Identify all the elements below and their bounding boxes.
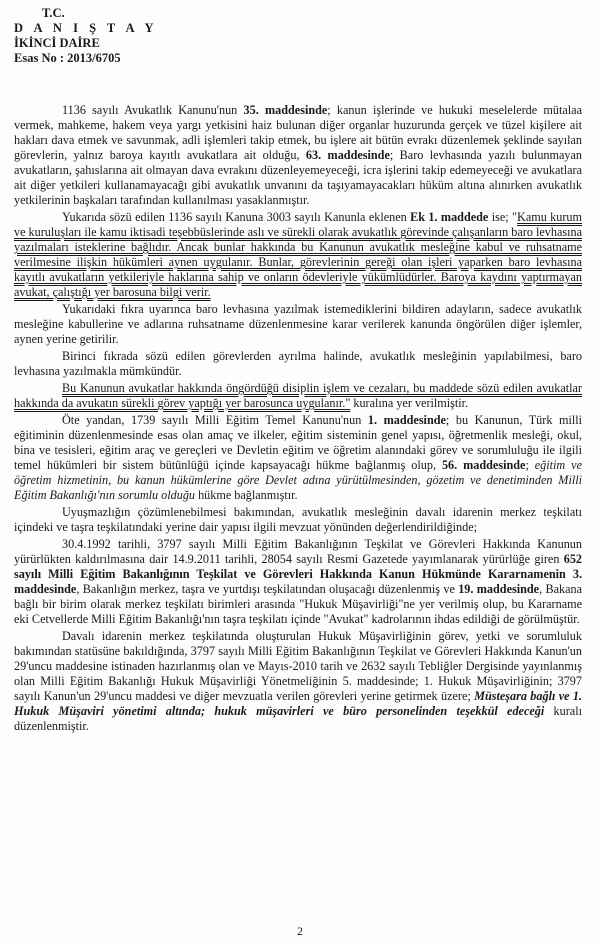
paragraph-5 xyxy=(14,381,582,411)
p1-article-35: 35. maddesinde xyxy=(243,103,328,117)
paragraph-7: Uyuşmazlığın çözümlenebilmesi bakımından, avukatlık mesleğinin davalı idarenin merkez teşkilatı içindeki ve taşra teşkilatındaki yerine dair yapısı ilgili mevzuat yönünden değerlendirildiğinde; xyxy=(14,505,582,534)
p6-text-g: hükme bağlanmıştır. xyxy=(195,488,298,502)
p1-text-c: ; kanun işlerinde ve hukuki meselelerde mütalaa vermek, mahkeme, hakem veya yargı yetkisini haiz bulunan diğer organlar huzurunda gerçek ve tüzel kişilere ait hakları dava etmek ve savunmak, adli işlemleri takip etmek, bu işlere ait bütün evrakı düzenlemek şeklinde sayılan görevlerin, yalnız baroya kayıtlı avukatlara ait olduğu, xyxy=(14,103,582,162)
p9-bold-italic-text: Müsteşara bağlı ve 1. Hukuk Müşaviri yönetimi altında; hukuk müşavirleri ve büro personelinden teşekkül edeceği xyxy=(14,689,583,718)
republic-label: T.C. xyxy=(42,6,65,20)
p8-text-e: , Bakana bağlı bir birim olarak merkez teşkilatı birimleri arasında "Hukuk Müşavirliği"ne yer verilmiş olup, bu Kararname eki Cetvellerde Milli Eğitim Bakanlığı'nın taşra teşkilatı içinde "Avukat" kadrolarının ihdas edildiği de görülmüştür. xyxy=(14,582,582,626)
p6-italic-text: eğitim ve öğretim hizmetinin, bu kanun hükümlerine göre Devlet adına yürütülmesinden, gözetim ve denetiminden Milli Eğitim Bakanlığı'nın sorumlu olduğu xyxy=(14,458,582,502)
p9-text-a: Davalı idarenin merkez teşkilatında oluşturulan Hukuk Müşavirliğinin görev, yetki ve sorumluluk bakımından statüsüne bakıldığında, 3797 sayılı Milli Eğitim Bakanlığının Teşkilat ve Görevleri Hakkında Kanun'un 29'uncu maddesine istinaden hazırlanmış olan ve Mayıs-2010 tarih ve 2632 sayılı Tebliğler Dergisinde yayınlanmış olan Milli Eğitim Bakanlığı Hukuk Müşavirliği Yönetmeliğinin 5. maddesinde; 1. Hukuk Müşavirliğinin; 3797 sayılı Kanun'un 29'uncu maddesi ve diğer mevzuatla verilen görevleri yerine getirmek üzere; xyxy=(14,629,582,703)
paragraph-1 xyxy=(14,103,582,208)
p1-text-e: ; Baro levhasında yazılı bulunmayan avukatların, şahıslarına ait olmayan dava evrakını düzenleyemeyeceği, icra işlerini takip edemeyeceği ve avukatlara ait diğer yetkileri kullanamayacağı gibi avukatlık unvanını da taşıyamayacakları hüküm altına alınırken avukatlık yetkilerinin başkaları tarafından kullanılması yasaklanmıştır. xyxy=(14,148,583,207)
p6-text-c: ; bu Kanunun, Türk milli eğitiminin düzenlenmesinde esas olan amaç ve ilkeler, eğitim sisteminin genel yapısı, öğretmenlik mesleği, okul, bina ve tesisleri, eğitim araç ve gereçleri ve Devletin eğitim ve öğretim alanındaki görev ve sorumluluğu ile ilgili temel hükümleri bir sistem bütünlüğü içinde kapsayacağı hükme bağlanmış olup, xyxy=(14,413,583,472)
court-name: D A N I Ş T A Y xyxy=(14,21,158,35)
paragraph-4: Birinci fıkrada sözü edilen görevlerden ayrılma halinde, avukatlık mesleğinin yapılabilmesi, baro levhasına yazılmakla mümkündür. xyxy=(14,349,582,378)
p6-article-1: 1. maddesinde xyxy=(367,413,446,427)
p8-text-c: , Bakanlığın merkez, taşra ve yurtdışı teşkilatından oluşacağı düzenlenmiş ve xyxy=(76,582,459,596)
p1-article-63: 63. maddesinde xyxy=(305,148,390,162)
paragraph-9 xyxy=(14,629,582,734)
paragraph-8 xyxy=(14,537,582,627)
p2-text-a: Yukarıda sözü edilen 1136 sayılı Kanuna 3003 sayılı Kanunla eklenen xyxy=(62,210,411,224)
paragraph-6 xyxy=(14,413,582,503)
chamber-name: İKİNCİ DAİRE xyxy=(14,36,100,50)
paragraph-2 xyxy=(14,210,582,300)
document-header xyxy=(14,6,158,66)
p2-ek1: Ek 1. maddede xyxy=(410,210,489,224)
p2-underlined-quote: Kamu kurum ve kuruluşları ile kamu iktisadi teşebbüslerinde aslı ve sürekli olarak avukatlık görevinde çalışanların baro levhasına yazılmaları isteklerine bağlıdır. Ancak bunlar hakkında bu Kanunun avukatlık mesleğine kabul ve ruhsatname verilmesine ilişkin hükümleri aynen uygulanır. Bunlar, görevlerinin gereği olan işleri yaparken baro levhasına kayıtlı avukatların yetkileriyle haklarına sahip ve onların ödevleriyle yükümlüdürler. Baroya kaydını yaptırmayan avukat, çalıştığı yer barosuna bilgi verir. xyxy=(14,210,583,299)
document-body xyxy=(14,103,582,736)
p9-text-c: kuralı düzenlenmiştir. xyxy=(14,704,582,733)
p8-decree-652: 652 sayılı Milli Eğitim Bakanlığının Teşkilat ve Görevleri Hakkında Kanun Hükmünde Kararnamenin 3. maddesinde xyxy=(14,552,582,596)
p6-text-a: Öte yandan, 1739 sayılı Milli Eğitim Temel Kanunu'nun xyxy=(62,413,368,427)
p8-text-a: 30.4.1992 tarihli, 3797 sayılı Milli Eğitim Bakanlığının Teşkilat ve Görevleri Hakkında Kanunun yürürlükten kaldırılmasına dair 14.9.2011 tarihli, 28054 sayılı Resmi Gazetede yayımlanarak yürürlüğe giren xyxy=(14,537,582,566)
case-number: Esas No : 2013/6705 xyxy=(14,51,121,65)
p5-text-b: kuralına yer verilmiştir. xyxy=(350,396,469,410)
p8-article-19: 19. maddesinde xyxy=(458,582,540,596)
p2-text-c: ise; " xyxy=(488,210,518,224)
p5-underlined-text: Bu Kanunun avukatlar hakkında öngördüğü disiplin işlem ve cezaları, bu maddede sözü edilen avukatlar hakkında da avukatın sürekli görev yaptığı yer barosunca uygulanır." xyxy=(14,381,582,410)
paragraph-3: Yukarıdaki fıkra uyarınca baro levhasına yazılmak istemediklerini bildiren adayların, sadece avukatlık mesleğine kabullerine ve adlarına ruhsatname düzenlenmesine karar verilerek kanunda öngörülen diğer işlemler, aynen yerine getirilir. xyxy=(14,302,582,346)
page-number: 2 xyxy=(297,924,303,938)
p6-article-56: 56. maddesinde xyxy=(441,458,526,472)
p6-text-e: ; xyxy=(525,458,535,472)
p1-text-a: 1136 sayılı Avukatlık Kanunu'nun xyxy=(62,103,244,117)
